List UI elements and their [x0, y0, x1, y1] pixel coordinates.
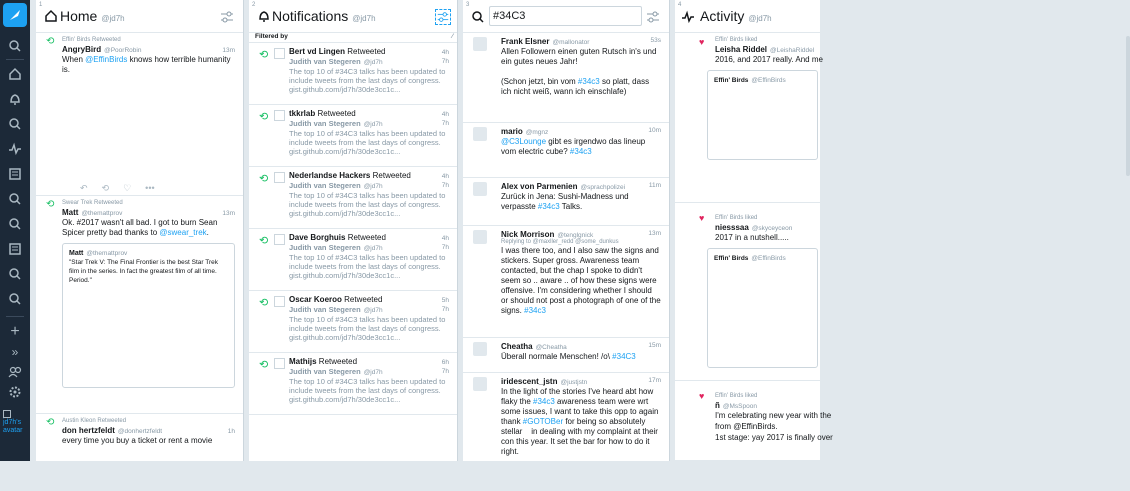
avatar[interactable]	[473, 182, 487, 196]
column-number: 3	[466, 2, 470, 8]
liked-label: Effin' Birds liked	[715, 215, 758, 221]
tweet-text: Überall normale Menschen! /o\ #34C3	[501, 352, 636, 361]
user-name[interactable]: tkkrlab	[289, 109, 316, 118]
source-user-name[interactable]: Judith van Stegeren	[289, 243, 361, 252]
liked-label: Effin' Birds liked	[715, 393, 758, 399]
activity-icon[interactable]	[5, 139, 25, 159]
activity-icon	[681, 10, 695, 24]
column-header	[249, 0, 457, 33]
tweet-text: @C3Lounge gibt es irgendwo das lineup vom electric cube? #34c3	[501, 137, 648, 156]
user-name[interactable]: iridescent_jstn	[501, 377, 558, 386]
source-user-handle[interactable]: @jd7h	[363, 307, 383, 314]
avatar[interactable]	[274, 234, 285, 245]
column-header	[463, 0, 669, 33]
tweet[interactable]	[463, 123, 669, 178]
action-label: Retweeted	[318, 357, 358, 366]
source-user-name[interactable]: Judith van Stegeren	[289, 367, 361, 376]
notification-item[interactable]	[249, 291, 457, 353]
notification-time[interactable]: 4h	[441, 235, 449, 242]
tweet[interactable]	[463, 178, 669, 226]
user-name[interactable]: Mathijs	[289, 357, 317, 366]
avatar[interactable]	[274, 172, 285, 183]
user-handle[interactable]: @donhertzfeldt	[117, 428, 163, 435]
user-name[interactable]: Alex von Parmenien	[501, 182, 578, 191]
retweet-icon[interactable]: ⟲	[101, 183, 110, 193]
column-title: Notifications @jd7h	[272, 8, 376, 24]
tweet-text: every time you buy a ticket or rent a movie	[62, 436, 213, 445]
quoted-tweet[interactable]	[62, 243, 235, 388]
tweet-text: The top 10 of #34C3 talks has been updated to include tweets from the last days of congress. gist.github.com/jd7h/30de3cc1c...	[289, 315, 446, 342]
notification-item[interactable]	[249, 167, 457, 229]
tweet[interactable]	[463, 373, 669, 491]
retweet-icon: ⟲	[46, 199, 55, 210]
mention-link[interactable]: @EffinBirds	[85, 55, 128, 64]
tweet-time[interactable]: 1h	[227, 428, 235, 435]
tweet-time[interactable]: 7h	[441, 58, 449, 65]
user-handle[interactable]: @mallonator	[552, 39, 590, 46]
column-number: 4	[678, 2, 682, 8]
notifications-icon[interactable]	[5, 89, 25, 109]
app-nav-bar	[0, 0, 30, 461]
user-handle[interactable]: @skyceyceon	[751, 225, 793, 232]
retweet-icon: ⟲	[259, 111, 269, 123]
tweet-text: The top 10 of #34C3 talks has been updated to include tweets from the last days of congress. gist.github.com/jd7h/30de3cc1c...	[289, 377, 446, 404]
action-label: Retweeted	[344, 295, 383, 304]
action-label: Retweeted	[347, 47, 386, 56]
action-label: Retweeted	[372, 171, 411, 180]
activity-item[interactable]	[675, 33, 823, 203]
tweet-text: 2016, and 2017 really. And me	[715, 55, 823, 64]
avatar[interactable]	[473, 37, 487, 51]
source-user-name[interactable]: Judith van Stegeren	[289, 57, 361, 66]
tweet-text: I'm celebrating new year with the	[715, 411, 832, 420]
retweet-icon: ⟲	[46, 36, 55, 47]
avatar[interactable]	[274, 296, 285, 307]
quoted-text: "Star Trek V: The Final Frontier is the best Star Trek film in the series. In fact the greatest film of all time. Period."	[69, 259, 218, 284]
search-input[interactable]: #34C3	[489, 6, 642, 26]
user-name[interactable]: Matt	[62, 208, 79, 217]
column-options-icon[interactable]	[219, 9, 235, 25]
tweet-text: In the light of the stories I've heard abt how flaky the #34c3 awareness team were wrt some issues, I want to take this opp to again thank #GOTOBer for being so absolutely stellar in dealing with my complaint at their con this year. It set the bar for how to do it right.	[501, 387, 661, 456]
like-icon[interactable]: ♡	[123, 183, 132, 193]
avatar[interactable]	[274, 358, 285, 369]
notification-item[interactable]	[249, 229, 457, 291]
notification-item[interactable]	[249, 43, 457, 105]
avatar[interactable]	[473, 230, 487, 244]
user-name[interactable]: don hertzfeldt	[62, 426, 115, 435]
user-name[interactable]: Leisha Riddel	[715, 45, 768, 54]
nav-divider	[6, 59, 24, 60]
source-user-handle[interactable]: @jd7h	[363, 59, 383, 66]
user-handle[interactable]: @Cheatha	[535, 344, 567, 351]
quoted-user-handle: @EffinBirds	[751, 255, 786, 262]
search-icon[interactable]	[5, 264, 25, 284]
search-icon[interactable]	[5, 289, 25, 309]
tweet-text: from @EffinBirds.	[715, 422, 778, 431]
user-handle[interactable]: @justjstn	[560, 379, 588, 386]
tweet-text: The top 10 of #34C3 talks has been updated to include tweets from the last days of congress. gist.github.com/jd7h/30de3cc1c...	[289, 129, 446, 156]
retweet-icon: ⟲	[259, 235, 269, 247]
list-icon[interactable]	[5, 164, 25, 184]
quoted-user-name: Effin' Birds	[714, 255, 749, 262]
user-handle[interactable]: @sprachpolizei	[580, 184, 626, 191]
tweet-text: I was there too, and I also saw the signs and stickers. Super gross. Awareness team contacted, but the chap I spoke to didn't seem so .. aware .. of how these signs were offensive. I'm considering whether I should or should not post a photograph of one of the signs. #34c3	[501, 246, 663, 315]
retweet-label: Austin Kleon Retweeted	[62, 418, 127, 424]
search-column	[463, 0, 670, 461]
notifications-column	[249, 0, 458, 461]
home-icon	[44, 9, 58, 23]
column-number: 1	[39, 2, 43, 8]
search-icon[interactable]	[5, 36, 25, 56]
source-user-name[interactable]: Judith van Stegeren	[289, 119, 361, 128]
reply-context[interactable]: Replying to @maxller_redd @some_dunkus	[501, 239, 619, 245]
retweet-label: Swear Trek Retweeted	[62, 200, 123, 206]
like-heart-icon: ♥	[699, 37, 705, 47]
quoted-tweet[interactable]	[707, 248, 818, 368]
source-user-name[interactable]: Judith van Stegeren	[289, 181, 361, 190]
like-heart-icon: ♥	[699, 213, 705, 223]
user-name[interactable]: Dave Borghuis	[289, 233, 346, 242]
tweet-text: Zurück in Jena: Sushi-Madness und verpasste #34c3 Talks.	[501, 192, 631, 211]
tweet-time[interactable]: 13m	[648, 230, 661, 237]
quoted-tweet[interactable]	[707, 70, 818, 160]
retweet-icon: ⟲	[259, 173, 269, 185]
tweet-time[interactable]: 7h	[441, 244, 449, 251]
bird-icon	[8, 8, 22, 22]
tweet-time[interactable]: 53s	[650, 37, 661, 44]
more-icon[interactable]: •••	[145, 183, 155, 193]
tweet-text: The top 10 of #34C3 talks has been updated to include tweets from the last days of congress. gist.github.com/jd7h/30de3cc1c...	[289, 253, 446, 280]
retweet-icon: ⟲	[259, 297, 269, 309]
search-icon	[471, 10, 485, 24]
tweet[interactable]	[36, 33, 243, 196]
tweet-actions	[80, 183, 155, 194]
column-title: Activity @jd7h	[700, 8, 772, 24]
tweet[interactable]	[463, 33, 669, 123]
user-handle[interactable]: @PoorRobin	[104, 47, 142, 54]
activity-item[interactable]	[675, 381, 833, 461]
column-options-icon[interactable]	[645, 9, 661, 25]
like-heart-icon: ♥	[699, 391, 705, 401]
home-icon[interactable]	[5, 64, 25, 84]
notifications-icon	[257, 9, 271, 23]
column-header	[36, 0, 243, 33]
search-results	[463, 33, 669, 491]
column-number: 2	[252, 2, 256, 8]
tweet[interactable]	[463, 338, 669, 373]
quoted-user-name: Matt	[69, 250, 84, 257]
user-name[interactable]: ñ	[715, 401, 720, 410]
tweet[interactable]	[36, 414, 243, 474]
user-name[interactable]: Oscar Koeroo	[289, 295, 342, 304]
avatar[interactable]	[274, 48, 285, 59]
tweet[interactable]	[463, 226, 669, 338]
tweet-text: 2017 in a nutshell.....	[715, 233, 789, 242]
expand-icon[interactable]: »	[11, 345, 19, 359]
user-handle[interactable]: @tenglgnick	[557, 232, 594, 239]
avatar[interactable]	[274, 110, 285, 121]
list-icon[interactable]	[5, 239, 25, 259]
tweet-time[interactable]: 10m	[648, 127, 661, 134]
nav-divider	[6, 316, 24, 317]
action-label: Retweeted	[347, 233, 386, 242]
user-name[interactable]: Cheatha	[501, 342, 533, 351]
quoted-user-handle: @EffinBirds	[751, 77, 786, 84]
source-user-handle[interactable]: @jd7h	[363, 183, 383, 190]
tweet-time[interactable]: 13m	[222, 47, 235, 54]
home-column	[36, 0, 244, 461]
search-icon[interactable]	[5, 189, 25, 209]
action-label: Retweeted	[317, 109, 356, 118]
reply-icon[interactable]: ↶	[80, 183, 88, 193]
user-name[interactable]: Nederlandse Hackers	[289, 171, 371, 180]
user-name[interactable]: Nick Morrison	[501, 230, 555, 239]
tweet-text: The top 10 of #34C3 talks has been updated to include tweets from the last days of congress. gist.github.com/jd7h/30de3cc1c...	[289, 191, 446, 218]
user-handle[interactable]: @LeishaRiddel	[770, 47, 815, 54]
tweet-time[interactable]: 17m	[648, 377, 661, 384]
scrollbar[interactable]	[1126, 36, 1130, 176]
tweet-text: Ok. #2017 wasn't all bad. I got to burn Sean Spicer pretty bad thanks to @swear_trek.	[62, 218, 218, 237]
user-name[interactable]: Frank Elsner	[501, 37, 550, 46]
tweet-time[interactable]: 13m	[222, 210, 235, 217]
user-name[interactable]: niesssaa	[715, 223, 749, 232]
retweet-label: Effin' Birds Retweeted	[62, 37, 121, 43]
tweet-text: The top 10 of #34C3 talks has been updated to include tweets from the last days of congress. gist.github.com/jd7h/30de3cc1c...	[289, 67, 446, 94]
activity-column	[675, 0, 833, 461]
column-header	[675, 0, 820, 33]
search-icon[interactable]	[5, 214, 25, 234]
retweet-icon: ⟲	[46, 417, 55, 428]
notification-time[interactable]: 6h	[441, 359, 449, 366]
quoted-user-handle: @themattprov	[86, 250, 128, 257]
tweet-time[interactable]: 15m	[648, 342, 661, 349]
notification-item[interactable]	[249, 105, 457, 167]
user-name[interactable]: AngryBird	[62, 45, 102, 54]
tweet-text: Allen Followern einen guten Rutsch in's und ein gutes neues Jahr! (Schon jetzt, bin vom #34c3 so platt, dass ich nicht weiß, wann ich einschlafe)	[501, 47, 657, 96]
source-user-handle[interactable]: @jd7h	[363, 369, 383, 376]
clear-filter-icon[interactable]: ⁄	[451, 33, 453, 40]
avatar[interactable]	[473, 377, 487, 391]
retweet-icon: ⟲	[259, 359, 269, 371]
column-title: Home @jd7h	[60, 8, 125, 24]
activity-item[interactable]	[675, 203, 820, 381]
notification-list	[249, 43, 457, 415]
search-icon[interactable]	[5, 114, 25, 134]
liked-label: Effin' Birds liked	[715, 37, 758, 43]
user-handle[interactable]: @themattprov	[81, 210, 123, 217]
add-column-icon[interactable]: +	[10, 323, 20, 340]
column-options-icon[interactable]	[435, 9, 451, 25]
retweet-icon: ⟲	[259, 49, 269, 61]
avatar[interactable]: jd7h's avatar	[3, 410, 29, 440]
tweet-time[interactable]: 7h	[441, 120, 449, 127]
avatar[interactable]	[473, 127, 487, 141]
settings-gear-icon[interactable]	[5, 382, 25, 402]
notification-item[interactable]	[249, 353, 457, 415]
source-user-handle[interactable]: @jd7h	[363, 121, 383, 128]
user-name[interactable]: Bert vd Lingen	[289, 47, 346, 56]
quoted-user-name: Effin' Birds	[714, 77, 749, 84]
tweet-time[interactable]: 11m	[648, 182, 661, 189]
user-name[interactable]: mario	[501, 127, 523, 136]
notification-time[interactable]: 4h	[441, 173, 449, 180]
tweet-time[interactable]: 7h	[441, 306, 449, 313]
tweetdeck-logo[interactable]	[3, 3, 27, 27]
user-handle[interactable]: @MsSpoon	[722, 403, 757, 410]
mention-link[interactable]: @swear_trek	[159, 228, 207, 237]
tweet-text: When @EffinBirds knows how terrible humanity is.	[62, 55, 231, 74]
user-handle[interactable]: @mgnz	[525, 129, 549, 136]
notification-time[interactable]: 5h	[441, 297, 449, 304]
filter-bar[interactable]: Filtered by ⁄	[249, 33, 457, 43]
accounts-icon[interactable]	[5, 362, 25, 382]
source-user-handle[interactable]: @jd7h	[363, 245, 383, 252]
tweet[interactable]	[36, 196, 243, 414]
notification-time[interactable]: 4h	[441, 111, 449, 118]
notification-time[interactable]: 4h	[441, 49, 449, 56]
avatar[interactable]	[473, 342, 487, 356]
tweet-time[interactable]: 7h	[441, 182, 449, 189]
source-user-name[interactable]: Judith van Stegeren	[289, 305, 361, 314]
tweet-text: 1st stage: yay 2017 is finally over	[715, 433, 833, 442]
tweet-time[interactable]: 7h	[441, 368, 449, 375]
